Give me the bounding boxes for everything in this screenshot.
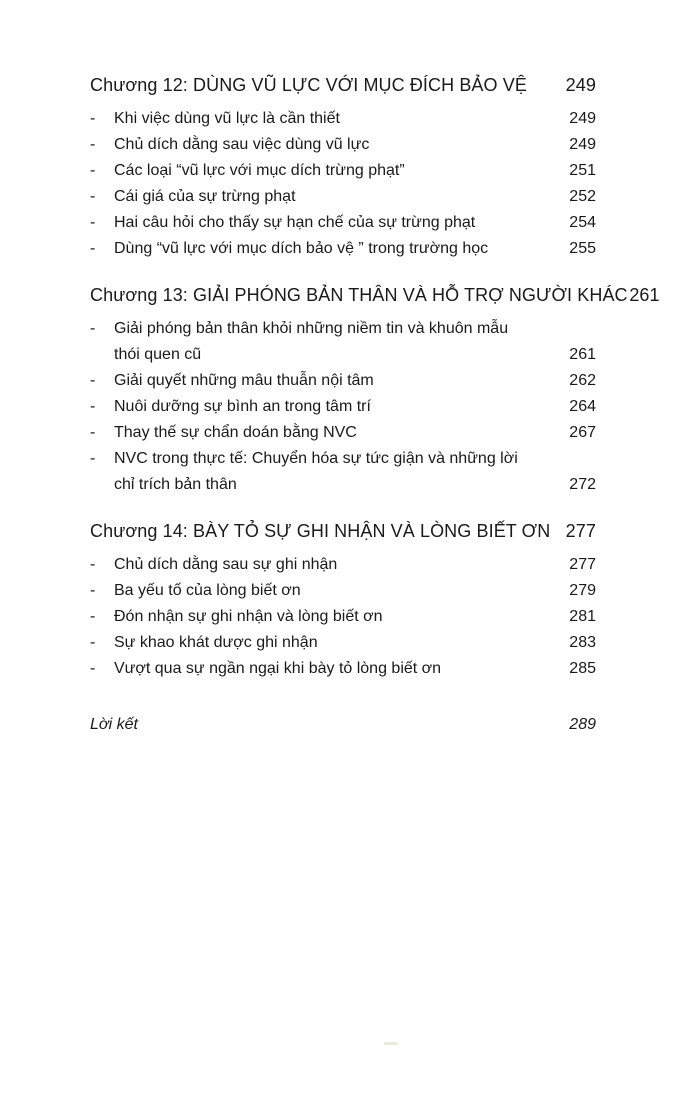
entry-page-number: 249 (569, 136, 596, 153)
bullet-dash: - (90, 582, 96, 599)
chapter-heading (90, 518, 596, 544)
entry-title: Vượt qua sự ngần ngại khi bày tỏ lòng biết ơn (114, 660, 442, 677)
entry-page-number: 279 (569, 582, 596, 599)
entry-title: Giải quyết những mâu thuẫn nội tâm (114, 372, 374, 389)
entry-page-number: 277 (569, 556, 596, 573)
entry-page-number: 283 (569, 634, 596, 651)
bullet-dash: - (90, 110, 96, 127)
bullet-dash: - (90, 608, 96, 625)
toc-entry (90, 446, 596, 498)
entry-title: Chủ dích dằng sau việc dùng vũ lực (114, 136, 370, 153)
entry-title: Đón nhận sự ghi nhận và lòng biết ơn (114, 608, 383, 625)
entry-title: Khi việc dùng vũ lực là cần thiết (114, 110, 340, 127)
entry-page-number: 281 (569, 608, 596, 625)
epilogue-title: Lời kết (90, 716, 138, 733)
chapter-page-number: 261 (629, 285, 660, 305)
toc-entry (90, 316, 596, 368)
bullet-dash: - (90, 214, 96, 231)
chapter-heading (90, 282, 660, 308)
entry-title: Cái giá của sự trừng phạt (114, 188, 296, 205)
paper-smudge (384, 1042, 398, 1045)
toc-entry (90, 210, 596, 236)
chapter-14 (90, 518, 596, 682)
entry-page-number: 249 (569, 110, 596, 127)
entry-title: Thay thế sự chẩn doán bằng NVC (114, 424, 357, 441)
entry-page-number: 251 (569, 162, 596, 179)
toc-entry (90, 420, 596, 446)
bullet-dash: - (90, 136, 96, 153)
bullet-dash: - (90, 450, 96, 467)
entry-title: Giải phóng bản thân khỏi những niềm tin và khuôn mẫu (114, 320, 509, 337)
toc-entry (90, 184, 596, 210)
entry-title: Các loại “vũ lực với mục dích trừng phạt” (114, 162, 405, 179)
entry-title: Ba yếu tố của lòng biết ơn (114, 582, 301, 599)
epilogue-page-number: 289 (569, 716, 596, 733)
entry-title: Sự khao khát dược ghi nhận (114, 634, 318, 651)
entry-title-continued: chỉ trích bản thân (114, 476, 237, 493)
entry-page-number: 254 (569, 214, 596, 231)
toc-entry (90, 656, 596, 682)
toc-entry (90, 630, 596, 656)
toc-entry (90, 578, 596, 604)
bullet-dash: - (90, 424, 96, 441)
chapter-page-number: 277 (565, 521, 596, 541)
chapter-title: Chương 14: BÀY TỎ SỰ GHI NHẬN VÀ LÒNG BIẾT ƠN (90, 521, 551, 541)
entry-title: Hai câu hỏi cho thấy sự hạn chế của sự trừng phạt (114, 214, 476, 231)
bullet-dash: - (90, 162, 96, 179)
bullet-dash: - (90, 240, 96, 257)
entry-page-number: 264 (569, 398, 596, 415)
entry-title: Nuôi dưỡng sự bình an trong tâm trí (114, 398, 371, 415)
epilogue-entry (90, 712, 596, 738)
bullet-dash: - (90, 372, 96, 389)
toc-entry (90, 106, 596, 132)
chapter-title: Chương 12: DÙNG VŨ LỰC VỚI MỤC ĐÍCH BẢO VỆ (90, 75, 527, 95)
entry-page-number: 252 (569, 188, 596, 205)
chapter-13 (90, 282, 660, 498)
chapter-title: Chương 13: GIẢI PHÓNG BẢN THÂN VÀ HỖ TRỢ NGƯỜI KHÁC (90, 285, 628, 305)
entry-title: Chủ dích dằng sau sự ghi nhận (114, 556, 338, 573)
bullet-dash: - (90, 320, 96, 337)
toc-entry (90, 552, 596, 578)
chapter-page-number: 249 (565, 75, 596, 95)
entry-title-continued: thói quen cũ (114, 346, 202, 363)
entry-page-number: 272 (569, 476, 596, 493)
bullet-dash: - (90, 398, 96, 415)
entry-page-number: 267 (569, 424, 596, 441)
entry-page-number: 255 (569, 240, 596, 257)
chapter-12 (90, 72, 596, 262)
entry-page-number: 285 (569, 660, 596, 677)
chapter-heading (90, 72, 596, 98)
bullet-dash: - (90, 556, 96, 573)
toc-entry (90, 132, 596, 158)
bullet-dash: - (90, 188, 96, 205)
bullet-dash: - (90, 634, 96, 651)
toc-entry (90, 236, 596, 262)
entry-page-number: 262 (569, 372, 596, 389)
toc-entry (90, 368, 596, 394)
entry-title: Dùng “vũ lực với mục dích bảo vệ ” trong trường học (114, 240, 489, 257)
bullet-dash: - (90, 660, 96, 677)
entry-title: NVC trong thực tế: Chuyển hóa sự tức giận và những lời (114, 450, 518, 467)
entry-page-number: 261 (569, 346, 596, 363)
table-of-contents (90, 72, 660, 738)
toc-entry (90, 158, 596, 184)
toc-entry (90, 604, 596, 630)
toc-entry (90, 394, 596, 420)
